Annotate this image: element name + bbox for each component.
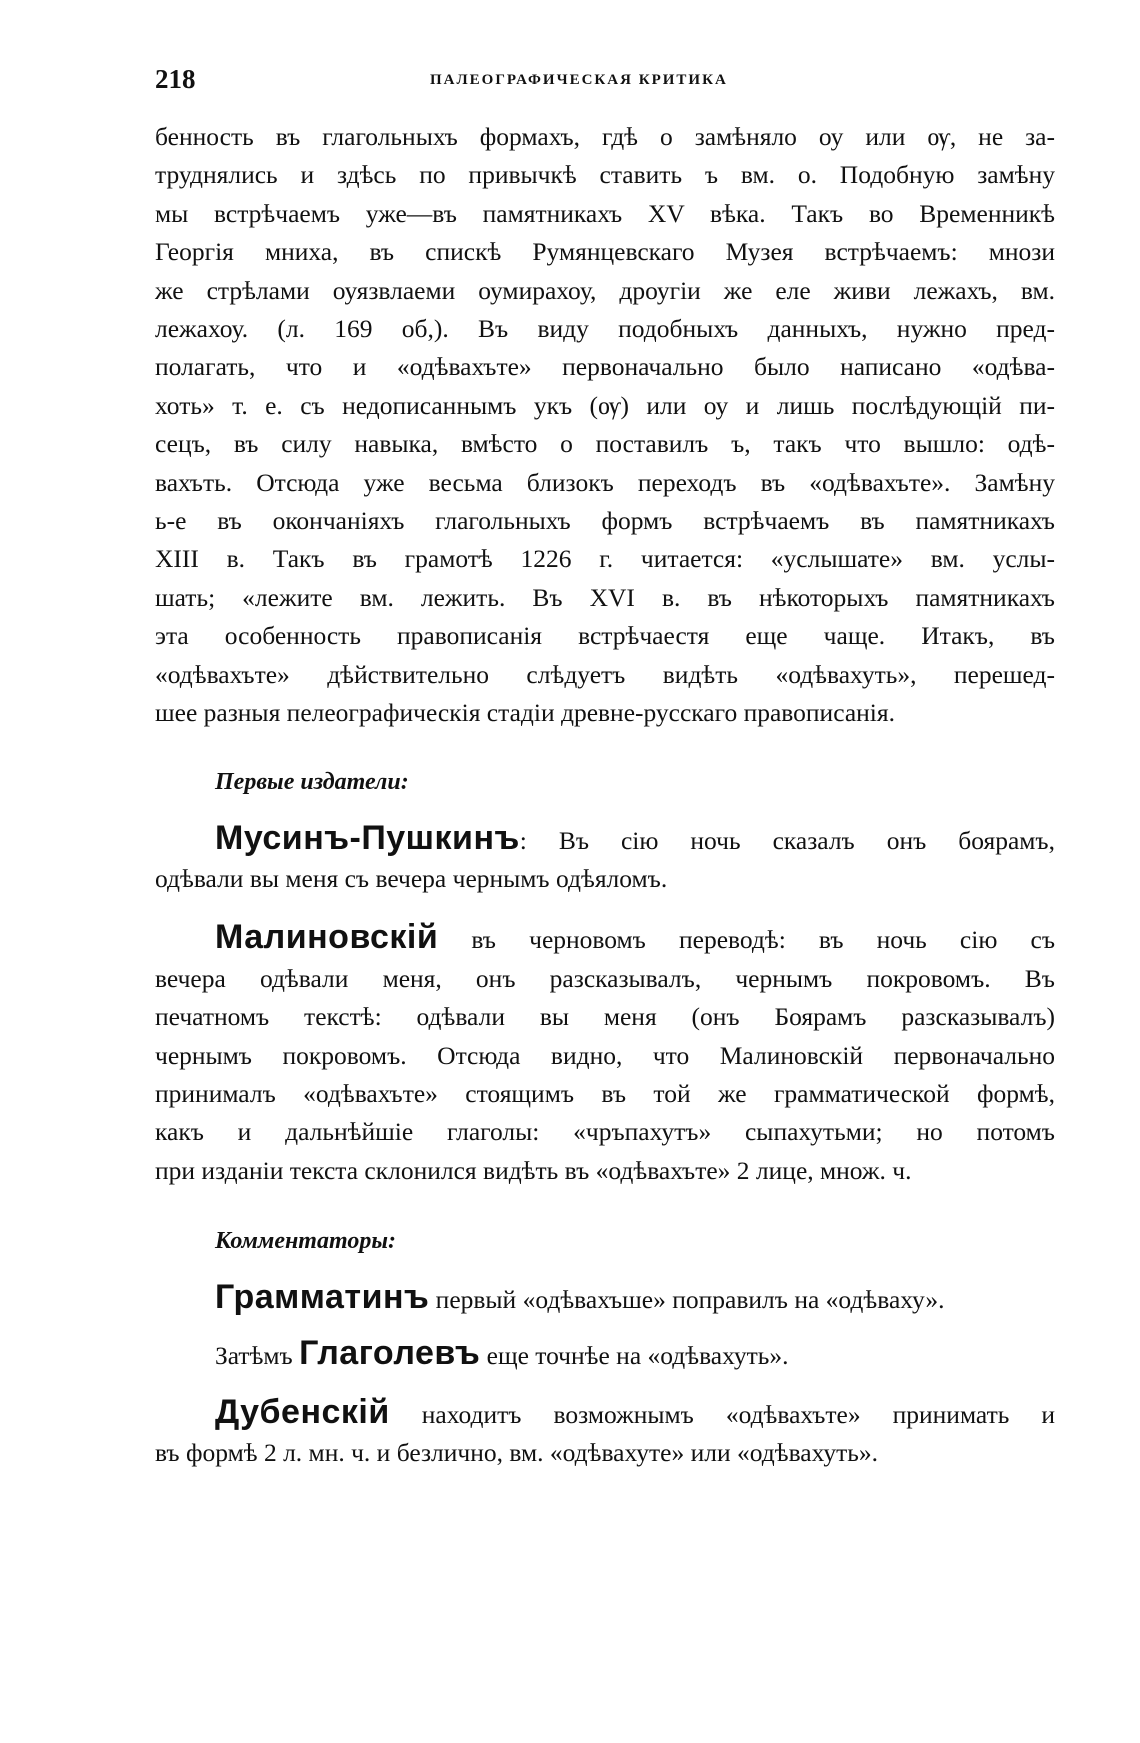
author-name: Глаголевъ [299,1333,481,1372]
text-line: вахъть. Отсюда уже весьма близокъ переходъ въ «одѣвахъте». Замѣну [155,467,1055,497]
section-heading-first-editors: Первые издатели: [215,768,409,795]
entry-musin-pushkin [155,819,1055,899]
text-line: принималъ «одѣвахъте» стоящимъ въ той же грамматической формѣ, [155,1078,1055,1108]
entry-glagolev [155,1334,1055,1375]
running-title: ПАЛЕОГРАФИЧЕСКАЯ КРИТИКА [430,72,728,88]
entry-text: въ черновомъ переводѣ: въ ночь сію съ [471,925,1056,955]
entry-text: еще точнѣе на «одѣвахуть». [486,1340,789,1370]
paragraph-main [155,118,1055,733]
text-line: лежахоу. (л. 169 об,). Въ виду подобныхъ данныхъ, нужно пред- [155,314,1055,344]
text-line: эта особенность правописанія встрѣчаестя еще чаще. Итакъ, въ [155,621,1055,651]
text-line: бенность въ глагольныхъ формахъ, гдѣ о замѣняло оу или ѹ, не за- [155,122,1055,151]
book-page [155,64,1055,1473]
entry-first-line [155,1334,1055,1375]
author-name: Мусинъ-Пушкинъ [215,818,520,857]
entry-prefix: Затѣмъ [215,1340,293,1370]
entry-first-line [155,918,1055,959]
text-line: въ формѣ 2 л. мн. ч. и безлично, вм. «одѣвахуте» или «одѣвахуть». [155,1438,879,1468]
text-line: полагать, что и «одѣвахъте» первоначально было написано «одѣва- [155,352,1055,382]
text-line: же стрѣлами оуязвлаеми оумирахоу, дроугіи же еле живи лежахъ, вм. [155,275,1055,305]
text-line: шать; «лежите вм. лежить. Въ XVI в. въ нѣкоторыхъ памятникахъ [155,582,1055,612]
entry-first-line [155,1393,1055,1434]
entry-first-line [155,1278,1055,1319]
text-line: XIII в. Такъ въ грамотѣ 1226 г. читается: «услышате» вм. услы- [155,544,1055,574]
entry-text: первый «одѣвахъше» поправилъ на «одѣваху». [435,1285,945,1315]
entry-text: находитъ возможнымъ «одѣвахъте» принимать и [421,1399,1056,1429]
author-name: Дубенскій [215,1392,390,1431]
section-heading-commentators: Комментаторы: [215,1228,396,1255]
text-line: одѣвали вы меня съ вечера чернымъ одѣяломъ. [155,863,668,893]
text-line: при изданіи текста склонился видѣть въ «одѣвахъте» 2 лице, множ. ч. [155,1155,912,1185]
text-line: шее разныя пелеографическія стадіи древне-русскаго правописанія. [155,698,895,728]
text-line: ь-е въ окончаніяхъ глагольныхъ формъ встрѣчаемъ въ памятникахъ [155,506,1055,536]
entry-first-line [155,819,1055,860]
text-line: какъ и дальнѣйшіе глаголы: «чръпахутъ» сыпахутьми; но потомъ [155,1117,1055,1147]
entry-grammatin [155,1278,1055,1319]
text-line: печатномъ текстѣ: одѣвали вы меня (онъ Боярамъ разсказывалъ) [155,1002,1055,1032]
entry-text: : Въ сію ночь сказалъ онъ боярамъ, [519,825,1055,855]
text-line: труднялись и здѣсь по привычкѣ ставить ъ вм. о. Подобную замѣну [155,160,1055,190]
page-header [155,64,1055,104]
author-name: Малиновскій [215,918,439,957]
entry-malinovsky [155,918,1055,1190]
author-name: Грамматинъ [215,1278,430,1317]
text-line: сецъ, въ силу навыка, вмѣсто о поставилъ ъ, такъ что вышло: одѣ- [155,429,1055,459]
text-line: вечера одѣвали меня, онъ разсказывалъ, чернымъ покровомъ. Въ [155,963,1055,993]
text-line: «одѣвахъте» дѣйствительно слѣдуетъ видѣть «одѣвахуть», перешед- [155,659,1055,689]
entry-dubensky [155,1393,1055,1473]
page-number: 218 [155,64,196,94]
text-line: хоть» т. е. съ недописаннымъ укъ (ѹ) или оу и лишь послѣдующій пи- [155,390,1055,420]
text-line: чернымъ покровомъ. Отсюда видно, что Малиновскій первоначально [155,1040,1055,1070]
text-line: Георгія мниха, въ спискѣ Румянцевскаго Музея встрѣчаемъ: мнози [155,237,1055,267]
text-line: мы встрѣчаемъ уже—въ памятникахъ XV вѣка. Такъ во Временникѣ [155,198,1055,228]
